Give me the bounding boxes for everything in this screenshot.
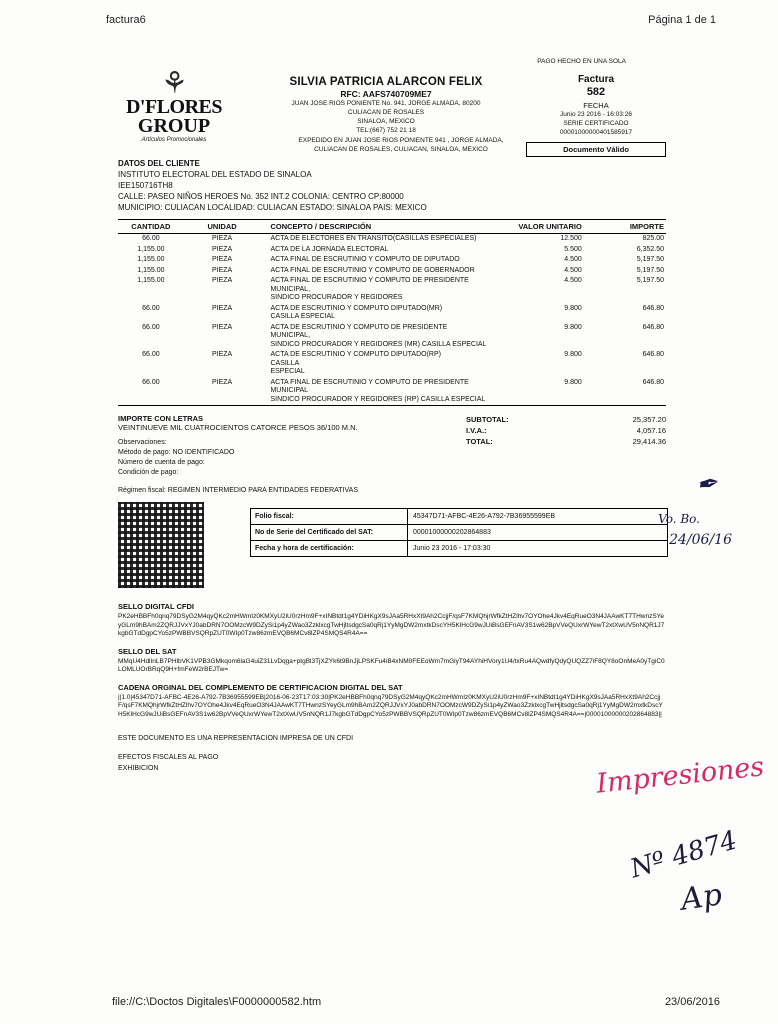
invoice-serie-value: 00001000000401585917 (559, 129, 633, 136)
cell-concepto: ACTA DE LA JORNADA ELECTORAL (270, 245, 389, 253)
total-row (466, 425, 666, 436)
cell-unidad: PIEZA (211, 266, 233, 274)
print-footer-path: file://C:\Doctos Digitales\F0000000582.htm (112, 996, 322, 1008)
cell-valor: 12.500 (560, 235, 582, 242)
invoice-number: 582 (586, 86, 606, 98)
cell-cantidad: 1,155.00 (137, 277, 165, 284)
cert-date-label: Fecha y hora de certificación: (251, 541, 408, 556)
cell-cantidad: 66.00 (142, 235, 160, 242)
logo-line-2: GROUP (137, 115, 211, 137)
cell-valor: 4.500 (564, 256, 582, 263)
cell-importe: 5,197.50 (636, 256, 664, 263)
company-address-3: SINALOA, MEXICO (357, 118, 415, 125)
sat-seal-value: MMqU4HdlInLB7PHlbVK1VPB3GMkqom6laG4uiZ31LvDqga+ptgBl3TjXZYk6t9BnJjLPSKFu4iB4xNM0FEEoWm7mGlyT94AYhiHVory1U4/txRu4AQwdfyQdyQUQZZ7iF8QY8oOnMeA0yTgiC0LOMLUOrBRqQ9H+fmFeW2rBEJTw= (118, 657, 665, 673)
company-block (236, 76, 536, 135)
footer-note-2: EFECTOS FISCALES AL PAGO (118, 754, 219, 761)
company-name: SILVIA PATRICIA ALARCON FELIX (289, 76, 483, 88)
issue-place (236, 136, 566, 154)
logo-tagline: Artículos Promocionales (141, 137, 207, 143)
sat-seal-title: SELLO DEL SAT (118, 646, 177, 656)
issue-place-line-1: EXPEDIDO EN JUAN JOSE RIOS PONIENTE 941 , JORGE ALMADA, (298, 137, 504, 144)
cell-concepto: ACTA FINAL DE ESCRUTINIO Y COMPUTO DE PRESIDENTE MUNICIPAL SINDICO PROCURADOR Y REGIDORES (RP) CASILLA ESPECIAL (270, 378, 486, 403)
table-row (118, 276, 666, 304)
cell-unidad: PIEZA (211, 235, 233, 242)
table-row (251, 525, 667, 541)
cfdi-seal-value: PK2eHBBFh0qnq79DSyG2M4qyQKc2mHWmIz0KMXyU2iU0rzHm9F+xINBtdt1g4YDiHKgX9sJAa5RHxXt9Ah2CcjjF/qsF7KMQhjrWfkZtHZlhv7OYOhe4Jkv4EqRueO3N4JAAwKT7THwnzSYeyGLm9hBAm2ZQRJJVxYJ0abDRN7OOMzcW9DZySi1p4yZWao3ZzklxcgTwHjltsdgcSa0qRj1YyMgDW2mxtkDscYH5KlHcG9wJUiBsGEFnAV3S1w62BpVVeQUxrWYewT2xtXwUV5nNQR1J7kgbGTdDgpCYo5zPWBBVSQRpZUT0WIp0Tzw86zmEVQB6MCv8lZP4SMQS4R4A== (118, 613, 665, 637)
cell-valor: 9.800 (564, 378, 582, 386)
cell-unidad: PIEZA (211, 277, 233, 284)
table-row (118, 245, 666, 256)
cell-unidad: PIEZA (211, 323, 233, 331)
table-bottom-rule (118, 405, 666, 406)
amount-words-label: IMPORTE CON LETRAS (118, 414, 204, 423)
totals-block (466, 414, 666, 447)
invoice-header (118, 67, 666, 156)
certification-table (250, 508, 668, 557)
total-row (466, 414, 666, 425)
total-label-2: TOTAL: (466, 437, 493, 446)
col-valor-unitario: VALOR UNITARIO (502, 220, 584, 234)
cell-cantidad: 66.00 (142, 304, 160, 312)
cell-importe: 646.80 (642, 378, 664, 386)
cell-valor: 9.800 (564, 323, 582, 331)
cell-concepto: ACTA DE ESCRUTINIO Y COMPUTO DIPUTADO(MR) CASILLA ESPECIAL (270, 304, 443, 320)
cell-cantidad: 66.00 (142, 351, 160, 358)
handwritten-number: Nº 4874 (626, 825, 741, 885)
total-label-0: SUBTOTAL: (466, 415, 509, 424)
col-unidad: UNIDAD (184, 220, 261, 234)
cfdi-seal-title: SELLO DIGITAL CFDI (118, 602, 194, 611)
footer-note-1: ESTE DOCUMENTO ES UNA REPRESENTACION IMPRESA DE UN CFDI (118, 735, 354, 742)
valid-document-badge: Documento Válido (526, 142, 666, 157)
print-header-page: Página 1 de 1 (648, 14, 716, 26)
cell-concepto: ACTA DE ESCRUTINIO Y COMPUTO DE PRESIDENTE MUNICIPAL, SINDICO PROCURADOR Y REGIDORES (MR) CASILLA ESPECIAL (270, 323, 487, 348)
folio-value: 45347D71-AFBC-4E26-A792-7B36955599EB (413, 513, 556, 520)
cell-unidad: PIEZA (211, 304, 233, 312)
company-address-2: CULIACAN DE ROSALES (347, 109, 425, 116)
cell-cantidad: 66.00 (142, 323, 160, 331)
cell-unidad: PIEZA (211, 256, 233, 263)
table-row (118, 323, 666, 351)
cell-cantidad: 1,155.00 (137, 256, 165, 263)
cell-importe: 6,352.50 (636, 245, 664, 253)
table-row (118, 350, 666, 378)
folio-label: Folio fiscal: (251, 509, 408, 524)
cell-unidad: PIEZA (211, 245, 233, 253)
print-header-title: factura6 (106, 14, 146, 26)
total-row (466, 436, 666, 447)
cell-unidad: PIEZA (211, 351, 233, 358)
cell-valor: 5.500 (564, 245, 582, 253)
table-row (118, 255, 666, 266)
cell-concepto: ACTA DE ESCRUTINIO Y COMPUTO DIPUTADO(RP) CASILLA ESPECIAL (270, 351, 441, 375)
client-street: CALLE: PASEO NIÑOS HEROES No. 352 INT.2 COLONIA: CENTRO CP:80000 (118, 192, 404, 201)
line-items-table (118, 219, 666, 405)
company-address-1: JUAN JOSE RIOS PONIENTE No. 941, JORGE ALMADA, 80200 (291, 100, 481, 107)
footer-pago-note: PAGO HECHO EN UNA SOLA (537, 58, 626, 65)
client-name: INSTITUTO ELECTORAL DEL ESTADO DE SINALOA (118, 170, 312, 179)
sat-serie-label: No de Serie del Certificado del SAT: (251, 525, 408, 540)
logo-line-1: D'FLORES (125, 96, 223, 118)
digital-seals (118, 602, 666, 719)
cell-concepto: ACTA FINAL DE ESCRUTINIO Y COMPUTO DE GOBERNADOR (270, 266, 475, 274)
sat-serie-value: 00001000000202864883 (413, 529, 491, 536)
table-row (118, 304, 666, 323)
cell-concepto: ACTA FINAL DE ESCRUTINIO Y COMPUTO DE PRESIDENTE MUNICIPAL, SINDICO PROCURADOR Y REGIDORES (270, 277, 469, 301)
table-row (251, 509, 667, 525)
condicion-pago: Condición de pago: (118, 469, 179, 476)
company-rfc: RFC: AAFS740709ME7 (340, 89, 432, 99)
qr-and-certification (118, 502, 666, 594)
invoice-title: Factura (577, 74, 615, 85)
col-cantidad: CANTIDAD (118, 220, 184, 234)
amount-words-value: VEINTINUEVE MIL CUATROCIENTOS CATORCE PESOS 36/100 M.N. (118, 423, 358, 432)
col-importe: IMPORTE (584, 220, 666, 234)
print-footer-date: 23/06/2016 (664, 996, 720, 1008)
regimen-fiscal: Régimen fiscal: REGIMEN INTERMEDIO PARA ENTIDADES FEDERATIVAS (118, 487, 358, 494)
cell-importe: 825.00 (642, 235, 664, 242)
table-row (118, 234, 666, 245)
issue-place-line-2: CULIACAN DE ROSALES, CULIACAN, SINALOA, MEXICO (314, 146, 488, 153)
client-city: MUNICIPIO: CULIACAN LOCALIDAD: CULIACAN ESTADO: SINALOA PAIS: MEXICO (118, 203, 427, 212)
cell-unidad: PIEZA (211, 378, 233, 386)
chain-title: CADENA ORGINAL DEL COMPLEMENTO DE CERTIFICACION DIGITAL DEL SAT (118, 682, 403, 692)
client-heading: DATOS DEL CLIENTE (118, 159, 200, 168)
observations-heading: Observaciones: (118, 439, 167, 446)
client-block (118, 158, 666, 213)
metodo-pago: Método de pago: NO IDENTIFICADO (118, 449, 235, 456)
col-concepto: CONCEPTO / DESCRIPCIÓN (260, 220, 501, 234)
qr-code-icon (118, 502, 204, 588)
handwritten-vobo: Vo. Bo. (658, 512, 700, 526)
handwritten-date: 24/06/16 (669, 532, 732, 548)
handwritten-impresiones: Impresiones (594, 751, 766, 800)
invoice-serie-label: SERIE CERTIFICADO (563, 120, 629, 127)
cell-concepto: ACTA DE ELECTORES EN TRANSITO(CASILLAS ESPECIALES) (270, 235, 477, 242)
table-row (118, 266, 666, 277)
flower-icon: ⚘ (161, 67, 187, 100)
total-amount-0: 25,357.20 (632, 415, 666, 424)
cell-concepto: ACTA FINAL DE ESCRUTINIO Y COMPUTO DE DIPUTADO (270, 256, 460, 263)
client-rfc: IEE150716TH8 (118, 181, 173, 190)
cell-importe: 5,197.50 (636, 277, 664, 284)
table-row (118, 378, 666, 406)
cell-valor: 4.500 (564, 277, 582, 284)
cell-valor: 4.500 (564, 266, 582, 274)
cell-valor: 9.800 (564, 351, 582, 358)
numero-cuenta: Número de cuenta de pago: (118, 459, 205, 466)
company-phone: TEL:(667) 752 21 18 (356, 127, 416, 134)
cell-cantidad: 1,155.00 (137, 245, 165, 253)
chain-value: ||1.0|45347D71-AFBC-4E26-A792-7B36955599EB|2016-06-23T17:03:30|PK2eHBBFh0qnq79DSyG2M4qyQKc2mHWmIz0KMXyU2iU0rzHm9F+xINBtdt1g4YDiHKgX9sJAa5RHxXt9Ah2CcjjF/qsF7KMQhjrWfkZtHZlhv7OYOhe4Jkv4EqRueO3N4JAAwKT7THwnzSYeyGLm9hBAm2ZQRJJVxYJ0abDRN7OOMzcW9DZySi1p4yZWao3ZzklxcgTwHjltsdgcSa0qRj1YyMgDW2mxtkDscYH5KlHcG9wJUiBsGEFnAV3S1w62BpVVeQUxrWYewT2xtXwUV5nNQR1J7kgbGTdDgpCYo5zPWBBVSQRpZUT0WIp0Tzw86zmEVQB6MCv8lZP4SMQS4R4A==|00001000000202864883|| (118, 693, 663, 718)
cell-importe: 5,197.50 (636, 266, 664, 274)
cert-date-value: Junio 23 2016 - 17:03:30 (413, 545, 491, 552)
cell-cantidad: 66.00 (142, 378, 160, 386)
table-header-row (118, 220, 666, 234)
total-label-1: I.V.A.: (466, 426, 487, 435)
footer-note-3: EXHIBICION (118, 765, 159, 772)
invoice-date-label: FECHA (583, 101, 609, 110)
totals-and-words (118, 414, 666, 480)
cell-cantidad: 1,155.00 (137, 266, 165, 274)
company-logo (118, 67, 230, 143)
cell-valor: 9.800 (564, 304, 582, 312)
total-amount-1: 4,057.16 (636, 426, 666, 435)
cell-importe: 646.80 (642, 323, 664, 331)
total-amount-2: 29,414.36 (632, 437, 666, 446)
table-row (251, 541, 667, 556)
cell-importe: 646.80 (642, 351, 664, 358)
handwritten-signature: ✒ (693, 468, 721, 502)
cell-importe: 646.80 (642, 304, 664, 312)
handwritten-initials: Ap (678, 877, 725, 918)
invoice-document (118, 58, 666, 774)
invoice-date-value: Junio 23 2016 - 16:03:26 (560, 111, 632, 118)
